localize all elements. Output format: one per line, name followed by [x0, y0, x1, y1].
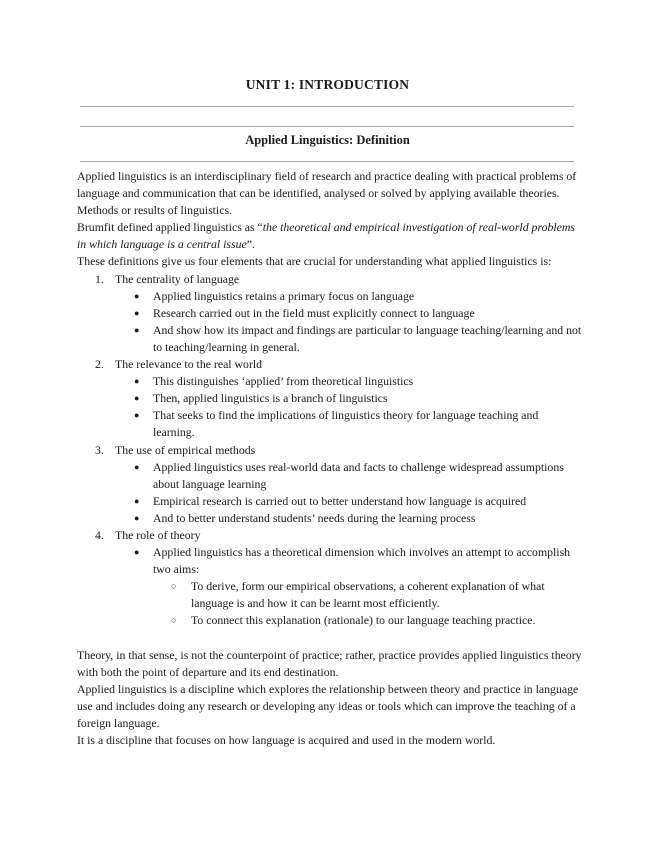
list-item: ● Empirical research is carried out to better understand how language is acquired: [115, 493, 582, 510]
list-item: 4. The role of theory ● Applied linguistics has a theoretical dimension which involves an attempt to accomplish two aims: ○ To derive, form our empirical observations, a coherent explanation of what language is and how it can be learnt most efficiently. ○ To connect this explanation (rationale) to our language teaching practice.: [77, 527, 582, 630]
list-item: 2. The relevance to the real world ● This distinguishes ‘applied’ from theoretical linguistics ● Then, applied linguistics is a branch of linguistics ● That seeks to find the implications of linguistics theory for language teaching and learning.: [77, 356, 582, 441]
document-body: [77, 168, 582, 749]
unit-title: UNIT 1: INTRODUCTION: [245, 77, 410, 92]
list-item: ● Then, applied linguistics is a branch of linguistics: [115, 390, 582, 407]
element-title: The use of empirical methods: [115, 442, 256, 457]
bullet-icon: ●: [134, 290, 140, 301]
element-title: The centrality of language: [115, 271, 240, 286]
list-item: ● Applied linguistics has a theoretical dimension which involves an attempt to accomplish two aims: ○ To derive, form our empirical observations, a coherent explanation of what language is and how it can be learnt most efficiently. ○ To connect this explanation (rationale) to our language teaching practice.: [115, 544, 582, 629]
list-item: ● Research carried out in the field must explicitly connect to language: [115, 305, 582, 322]
bullet-icon: ●: [134, 393, 140, 404]
elements-intro: These definitions give us four elements that are crucial for understanding what applied linguistics is:: [77, 254, 552, 269]
closing-paragraph: Theory, in that sense, is not the counterpoint of practice; rather, practice provides applied linguistics theory with both the point of departure and its end destination.: [77, 647, 582, 679]
brumfit-quote: the theoretical and empirical investigation of real-world problems in which language is a central issue: [77, 220, 576, 252]
horizontal-rule: [80, 126, 574, 127]
bullet-icon: ●: [134, 324, 140, 335]
element-title: The role of theory: [115, 527, 201, 542]
bullet-icon: ●: [134, 512, 140, 523]
hollow-bullet-icon: ○: [171, 615, 177, 626]
bullet-icon: ●: [134, 547, 140, 558]
list-item: ● And to better understand students’ needs during the learning process: [115, 510, 582, 527]
intro-paragraph: Applied linguistics is an interdisciplinary field of research and practice dealing with practical problems of language and communication that can be identified, analysed or solved by applying available theories. Methods or results of linguistics.: [77, 169, 577, 218]
horizontal-rule: [80, 106, 574, 107]
list-item: ● And show how its impact and findings are particular to language teaching/learning and not to teaching/learning in general.: [134, 322, 582, 354]
closing-paragraph: Applied linguistics is a discipline which explores the relationship between theory and practice in language use and includes doing any research or developing any ideas or tools which can improve the teaching of a foreign language.: [77, 681, 579, 730]
list-item: 1. The centrality of language ● Applied linguistics retains a primary focus on language ● Research carried out in the field must explicitly connect to language ● And show how its impact and findings are particular to language teaching/learning and not to teaching/learning in general.: [77, 271, 582, 356]
hollow-bullet-icon: ○: [171, 581, 177, 592]
list-item: ○ To connect this explanation (rationale) to our language teaching practice.: [153, 612, 582, 629]
horizontal-rule: [80, 161, 574, 162]
bullet-icon: ●: [134, 495, 140, 506]
list-item: ○ To derive, form our empirical observations, a coherent explanation of what language is and how it can be learnt most efficiently.: [171, 579, 545, 611]
section-title: Applied Linguistics: Definition: [245, 133, 410, 147]
closing-paragraph: It is a discipline that focuses on how language is acquired and used in the modern world.: [77, 733, 496, 747]
list-item: ● That seeks to find the implications of linguistics theory for language teaching and learning.: [134, 408, 539, 440]
bullet-icon: ●: [134, 307, 140, 318]
brumfit-definition: Brumfit defined applied linguistics as “the theoretical and empirical investigation of real-world problems in which language is a central issue”.: [77, 220, 576, 252]
list-item: ● This distinguishes ‘applied’ from theoretical linguistics: [115, 373, 582, 390]
elements-list: [77, 271, 582, 630]
element-title: The relevance to the real world: [115, 357, 263, 372]
bullet-icon: ●: [134, 461, 140, 472]
list-item: ● Applied linguistics uses real-world data and facts to challenge widespread assumptions about language learning: [134, 459, 564, 491]
bullet-icon: ●: [134, 410, 140, 421]
list-item: 3. The use of empirical methods ● Applied linguistics uses real-world data and facts to challenge widespread assumptions about language learning ● Empirical research is carried out to better understand how language is acquired ● And to better understand students’ needs during the learning process: [77, 442, 582, 527]
list-item: ● Applied linguistics retains a primary focus on language: [115, 288, 582, 305]
bullet-icon: ●: [134, 376, 140, 387]
